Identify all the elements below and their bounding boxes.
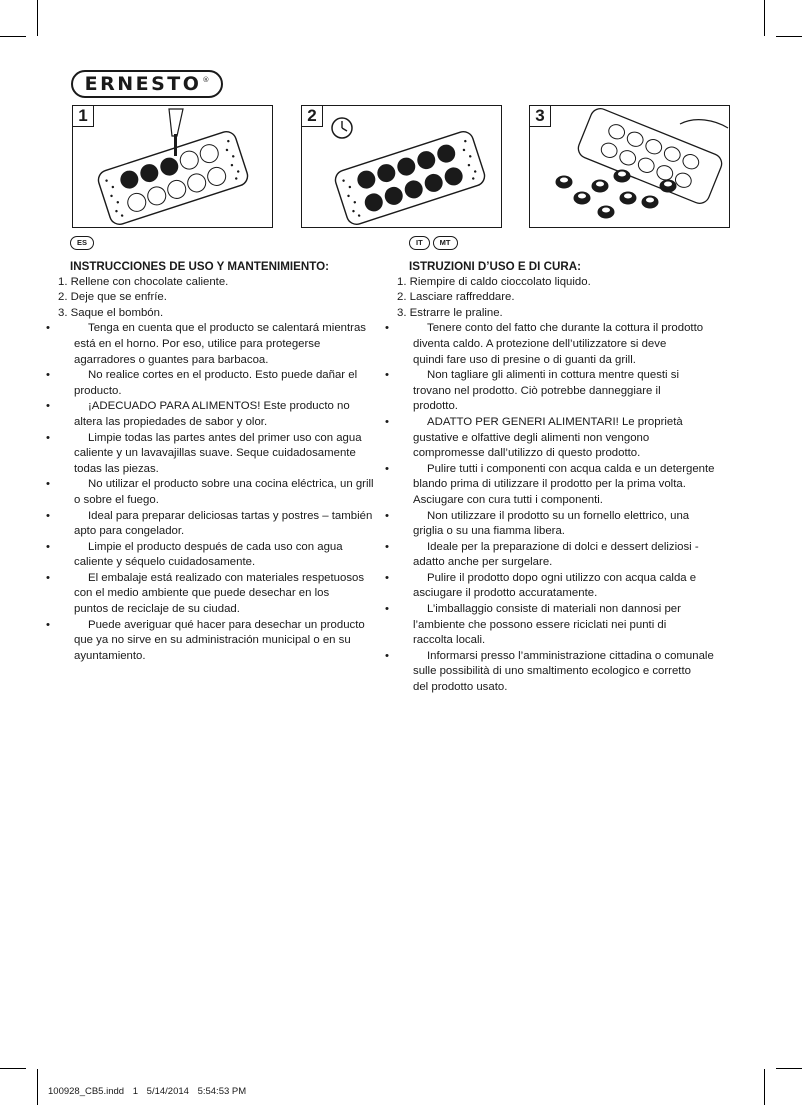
bullet-item <box>385 649 742 696</box>
language-code: IT <box>409 236 430 250</box>
bullet-item <box>385 462 742 509</box>
bullet-line: El embalaje está realizado con materiales respetuosos <box>88 571 365 584</box>
bullet-icon: • <box>46 322 50 335</box>
crop-mark <box>764 1069 765 1105</box>
bullet-line: No realice cortes en el producto. Esto puede dañar el <box>88 369 358 382</box>
bullet-icon: • <box>46 478 50 491</box>
bullet-line: l’ambiente che possono essere riciclati nei punti di <box>413 618 667 631</box>
bullet-item <box>385 571 742 602</box>
bullet-icon: • <box>46 400 50 413</box>
bullet-icon: • <box>46 540 50 553</box>
numbered-step: 3. Estrarre le praline. <box>397 306 503 319</box>
registered-mark: ® <box>202 76 210 84</box>
bullet-icon: • <box>385 322 389 335</box>
bullet-line: sulle possibilità di uno smaltimento ecologico e corretto <box>413 665 691 678</box>
heading-es: INSTRUCCIONES DE USO Y MANTENIMIENTO: <box>70 260 329 273</box>
bullet-item <box>46 431 403 478</box>
bullet-icon: • <box>385 571 389 584</box>
cooling-illustration <box>302 106 503 229</box>
pouring-illustration <box>73 106 274 229</box>
bullet-line: griglia o su una fiamma libera. <box>413 525 565 538</box>
bullet-icon: • <box>385 649 389 662</box>
numbered-step: 1. Riempire di caldo cioccolato liquido. <box>397 275 591 288</box>
print-date: 5/14/2014 <box>146 1086 189 1097</box>
bullet-icon: • <box>385 603 389 616</box>
bullet-icon: • <box>385 540 389 553</box>
bullet-line: caliente y un lavavajillas suave. Seque cuidadosamente <box>74 447 356 460</box>
bullet-line: adatto anche per surgelare. <box>413 556 553 569</box>
step-panel-2 <box>301 105 502 228</box>
bullet-icon: • <box>46 571 50 584</box>
bullet-line: o sobre el fuego. <box>74 493 159 506</box>
bullet-line: Informarsi presso l’amministrazione cittadina o comunale <box>427 649 714 662</box>
bullet-line: Puede averiguar qué hacer para desechar un producto <box>88 618 365 631</box>
bullet-line: asciugare il prodotto accuratamente. <box>413 587 598 600</box>
bullet-line: No utilizar el producto sobre una cocina eléctrica, un grill <box>88 478 374 491</box>
step-number: 1 <box>72 105 94 127</box>
bullet-icon: • <box>46 369 50 382</box>
bullet-line: ayuntamiento. <box>74 649 146 662</box>
instructions-es <box>46 259 403 664</box>
crop-mark <box>776 1068 802 1069</box>
bullet-line: diventa caldo. A protezione dell’utilizzatore si deve <box>413 337 667 350</box>
bullet-item <box>385 415 742 462</box>
bullet-icon: • <box>385 462 389 475</box>
bullet-line: raccolta locali. <box>413 634 486 647</box>
releasing-illustration <box>530 106 731 229</box>
bullet-line: Limpie todas las partes antes del primer uso con agua <box>88 431 362 444</box>
bullet-item <box>385 321 742 368</box>
bullet-icon: • <box>385 415 389 428</box>
bullet-line: puntos de reciclaje de su ciudad. <box>74 603 240 616</box>
step-number: 2 <box>301 105 323 127</box>
crop-mark <box>0 36 26 37</box>
bullet-line: apto para congelador. <box>74 525 185 538</box>
bullet-line: Ideale per la preparazione di dolci e dessert deliziosi - <box>427 540 699 553</box>
crop-mark <box>37 1069 38 1105</box>
instructions-it <box>385 259 742 696</box>
bullet-item <box>46 509 403 540</box>
bullet-item <box>46 540 403 571</box>
bullet-line: altera las propiedades de sabor y olor. <box>74 415 268 428</box>
bullet-item <box>46 571 403 618</box>
bullet-icon: • <box>385 369 389 382</box>
brand-name: ERNESTO <box>84 73 202 95</box>
language-code: ES <box>70 236 94 250</box>
bullet-line: Pulire tutti i componenti con acqua calda e un detergente <box>427 462 715 475</box>
bullet-line: todas las piezas. <box>74 462 159 475</box>
clock-icon <box>332 118 352 138</box>
language-code: MT <box>433 236 458 250</box>
bullet-line: Ideal para preparar deliciosas tartas y postres – también <box>88 509 373 522</box>
bullet-line: Limpie el producto después de cada uso con agua <box>88 540 343 553</box>
brand-logo <box>71 70 223 98</box>
bullet-icon: • <box>46 509 50 522</box>
crop-mark <box>764 0 765 36</box>
language-badges-it-mt <box>409 236 458 250</box>
bullet-line: L’imballaggio consiste di materiali non dannosi per <box>427 603 681 616</box>
bullet-icon: • <box>385 509 389 522</box>
bullet-line: ADATTO PER GENERI ALIMENTARI! Le proprietà <box>427 415 683 428</box>
crop-mark <box>776 36 802 37</box>
bullet-line: agarradores o guantes para barbacoa. <box>74 353 269 366</box>
crop-mark <box>0 1068 26 1069</box>
bullet-line: Pulire il prodotto dopo ogni utilizzo con acqua calda e <box>427 571 697 584</box>
bullet-line: gustative e olfattive degli alimenti non vengono <box>413 431 650 444</box>
bullet-line: trovano nel prodotto. Ciò potrebbe danneggiare il <box>413 384 661 397</box>
bullet-item <box>46 399 403 430</box>
bullet-line: compromesse dall’utilizzo di questo prodotto. <box>413 447 641 460</box>
bullet-line: con el medio ambiente que puede desechar en los <box>74 587 330 600</box>
bullet-line: caliente y séquelo cuidadosamente. <box>74 556 256 569</box>
crop-mark <box>37 0 38 36</box>
bullet-line: está en el horno. Por eso, utilice para protegerse <box>74 337 321 350</box>
step-panel-1 <box>72 105 273 228</box>
bullet-line: Non utilizzare il prodotto su un fornello elettrico, una <box>427 509 690 522</box>
print-time: 5:54:53 PM <box>197 1086 247 1097</box>
bullet-line: blando prima di utilizzare il prodotto per la prima volta. <box>413 478 686 491</box>
bullet-line: del prodotto usato. <box>413 681 508 694</box>
numbered-step: 1. Rellene con chocolate caliente. <box>58 275 229 288</box>
bullet-line: quindi fare uso di presine o di guanti da grill. <box>413 353 636 366</box>
bullet-line: Tenga en cuenta que el producto se calentará mientras <box>88 322 366 335</box>
numbered-step: 2. Lasciare raffreddare. <box>397 291 515 304</box>
numbered-step: 2. Deje que se enfríe. <box>58 291 167 304</box>
bullet-line: Non tagliare gli alimenti in cottura mentre questi si <box>427 369 679 382</box>
heading-it: ISTRUZIONI D’USO E DI CURA: <box>409 260 581 273</box>
bullet-item <box>385 509 742 540</box>
bullet-item <box>46 321 403 368</box>
page-number: 1 <box>132 1086 139 1097</box>
print-slug <box>48 1086 246 1097</box>
file-name: 100928_CB5.indd <box>48 1086 125 1097</box>
language-badge-es <box>70 236 94 250</box>
bullet-item <box>46 477 403 508</box>
bullet-item <box>46 368 403 399</box>
step-panel-3 <box>529 105 730 228</box>
bullet-line: producto. <box>74 384 122 397</box>
bullet-icon: • <box>46 431 50 444</box>
bullet-item <box>385 540 742 571</box>
bullet-line: ¡ADECUADO PARA ALIMENTOS! Este producto no <box>88 400 350 413</box>
numbered-step: 3. Saque el bombón. <box>58 306 164 319</box>
step-number: 3 <box>529 105 551 127</box>
bullet-line: Asciugare con cura tutti i componenti. <box>413 493 603 506</box>
bullet-line: Tenere conto del fatto che durante la cottura il prodotto <box>427 322 704 335</box>
bullet-icon: • <box>46 618 50 631</box>
bullet-item <box>385 602 742 649</box>
bullet-line: prodotto. <box>413 400 458 413</box>
bullet-item <box>385 368 742 415</box>
bullet-item <box>46 618 403 665</box>
bullet-line: que ya no sirve en su administración municipal o en su <box>74 634 351 647</box>
